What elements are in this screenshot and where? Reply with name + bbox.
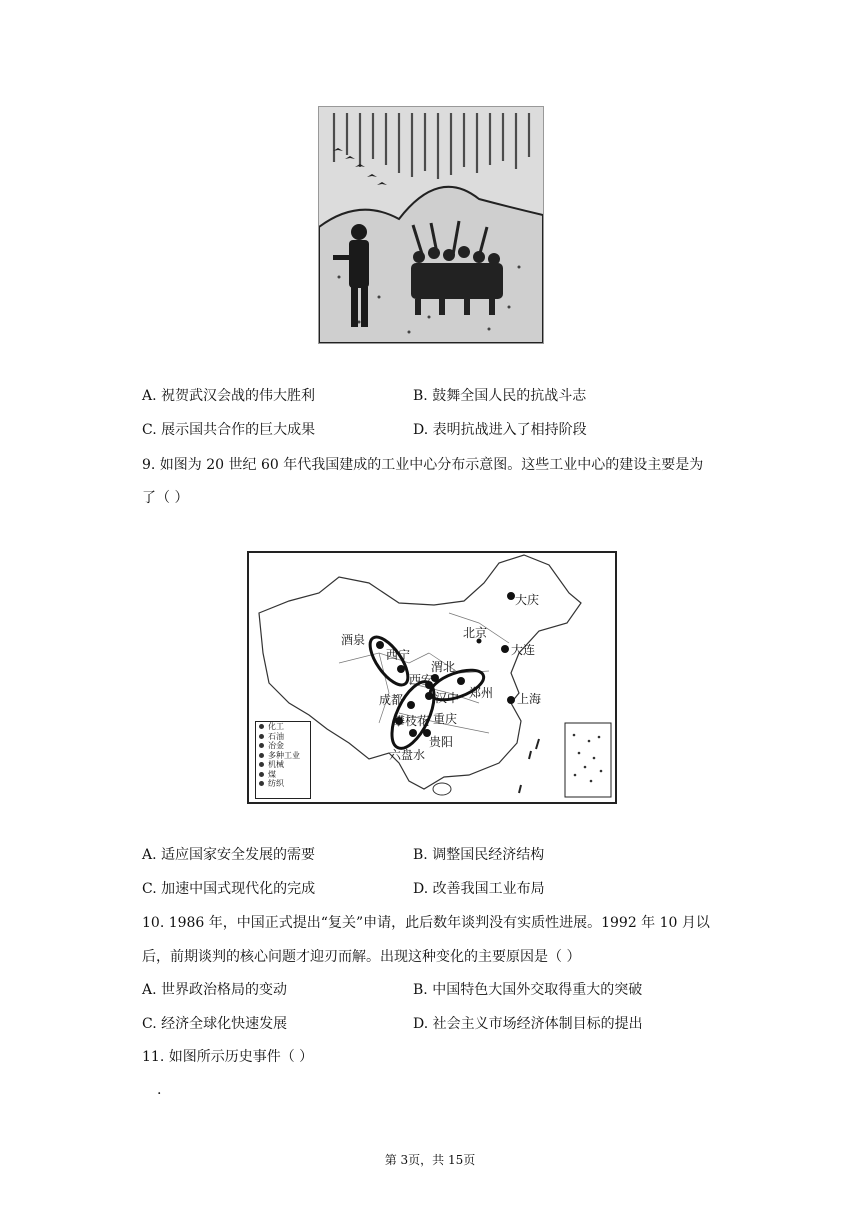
city-shanghai: 上海 [517,692,542,706]
q10-option-b: B. 中国特色大国外交取得重大的突破 [413,982,643,998]
city-beijing: 北京 [463,626,488,640]
q8-option-c: C. 展示国共合作的巨大成果 [142,422,316,438]
industrial-centers-map [247,551,617,804]
q9-option-a: A. 适应国家安全发展的需要 [142,847,316,863]
city-panzhihua: 攀枝花 [393,714,430,728]
city-chengdu: 成都 [379,693,404,707]
legend-item: 机械 [256,760,310,770]
city-jiuquan: 酒泉 [341,633,366,647]
city-weibei: 渭北 [431,660,456,674]
city-xining: 西宁 [386,648,411,662]
q9-stem-line1: 9. 如图为 20 世纪 60 年代我国建成的工业中心分布示意图。这些工业中心的建设主要是为 [142,457,704,473]
city-xian: 西安 [409,673,434,687]
legend-item: 石油 [256,732,310,742]
page-footer: 第 3页，共 15页 [384,1153,476,1167]
q10-stem-line1: 10. 1986 年，中国正式提出“复关”申请，此后数年谈判没有实质性进展。1992 年 10 月以 [142,915,710,931]
map-legend [255,721,311,799]
q11-stem: 11. 如图所示历史事件（ ） [142,1049,314,1065]
legend-item: 多种工业 [256,751,310,761]
q9-option-c: C. 加速中国式现代化的完成 [142,881,316,897]
q11-placeholder: . [157,1082,162,1098]
legend-item: 纺织 [256,779,310,789]
q8-option-d: D. 表明抗战进入了相持阶段 [413,422,587,438]
legend-item: 煤 [256,770,310,780]
city-guiyang: 贵阳 [429,735,454,749]
city-chongqing: 重庆 [433,712,458,726]
q9-stem-line2: 了（ ） [142,490,189,506]
q10-option-c: C. 经济全球化快速发展 [142,1016,288,1032]
city-liupanshui: 六盘水 [389,748,426,762]
q10-option-a: A. 世界政治格局的变动 [142,982,288,998]
city-hanzhong: 汉中 [435,691,460,705]
woodcut-illustration [318,106,544,344]
city-daqing: 大庆 [515,593,540,607]
legend-item: 化工 [256,722,310,732]
city-dalian: 大连 [511,643,536,657]
legend-item: 冶金 [256,741,310,751]
q8-option-b: B. 鼓舞全国人民的抗战斗志 [413,388,587,404]
q9-option-b: B. 调整国民经济结构 [413,847,545,863]
q10-stem-line2: 后，前期谈判的核心问题才迎刃而解。出现这种变化的主要原因是（ ） [142,949,581,965]
q8-option-a: A. 祝贺武汉会战的伟大胜利 [142,388,316,404]
city-zhengzhou: 郑州 [469,686,494,700]
q9-option-d: D. 改善我国工业布局 [413,881,545,897]
q10-option-d: D. 社会主义市场经济体制目标的提出 [413,1016,643,1032]
